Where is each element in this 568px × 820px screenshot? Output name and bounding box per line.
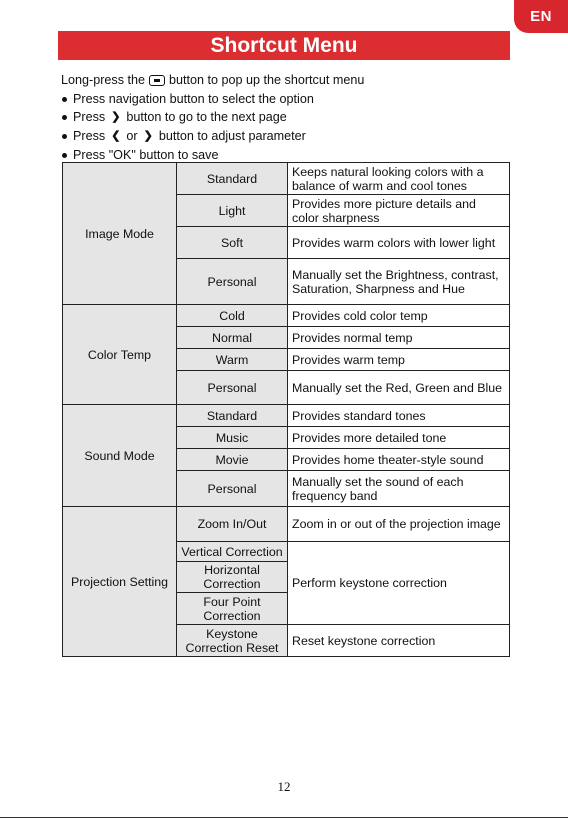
- instruction-text: button to go to the next page: [126, 110, 287, 125]
- category-image-mode: Image Mode: [63, 163, 177, 305]
- language-tab: EN: [514, 0, 568, 33]
- category-color-temp: Color Temp: [63, 305, 177, 405]
- option-cell: Personal: [177, 471, 288, 507]
- instruction-line: [61, 90, 364, 109]
- instruction-text: Press "OK" button to save: [73, 147, 219, 162]
- option-cell: Zoom In/Out: [177, 507, 288, 542]
- bullet-icon: [62, 97, 67, 102]
- menu-button-icon: [149, 75, 165, 86]
- bullet-icon: [62, 115, 67, 120]
- description-cell: Provides more detailed tone: [288, 427, 510, 449]
- table-row: [63, 305, 510, 327]
- instruction-text: button to adjust parameter: [158, 129, 306, 144]
- option-cell: Vertical Correction: [177, 542, 288, 562]
- table-row: [63, 507, 510, 542]
- option-cell: Standard: [177, 405, 288, 427]
- description-cell: Perform keystone correction: [288, 542, 510, 625]
- option-cell: Music: [177, 427, 288, 449]
- page-title: Shortcut Menu: [58, 31, 510, 60]
- category-projection-setting: Projection Setting: [63, 507, 177, 657]
- description-cell: Provides warm temp: [288, 349, 510, 371]
- option-cell: Soft: [177, 227, 288, 259]
- instructions: [61, 71, 364, 165]
- instruction-text: or: [126, 129, 138, 144]
- option-cell: Light: [177, 195, 288, 227]
- option-cell: Warm: [177, 349, 288, 371]
- description-cell: Provides normal temp: [288, 327, 510, 349]
- description-cell: Manually set the sound of each frequency band: [288, 471, 510, 507]
- bullet-icon: [62, 134, 67, 139]
- chevron-right-icon: ❯: [143, 130, 153, 143]
- description-cell: Provides home theater-style sound: [288, 449, 510, 471]
- description-cell: Keeps natural looking colors with a balance of warm and cool tones: [288, 163, 510, 195]
- table-row: [63, 163, 510, 195]
- table-row: [63, 405, 510, 427]
- shortcut-menu-table: [62, 162, 510, 657]
- description-cell: Provides cold color temp: [288, 305, 510, 327]
- chevron-right-icon: ❯: [111, 111, 121, 124]
- description-cell: Provides standard tones: [288, 405, 510, 427]
- option-cell: Personal: [177, 259, 288, 305]
- description-cell: Manually set the Red, Green and Blue: [288, 371, 510, 405]
- option-cell: Personal: [177, 371, 288, 405]
- description-cell: Provides warm colors with lower light: [288, 227, 510, 259]
- description-cell: Provides more picture details and color sharpness: [288, 195, 510, 227]
- description-cell: Manually set the Brightness, contrast, Saturation, Sharpness and Hue: [288, 259, 510, 305]
- option-cell: Keystone Correction Reset: [177, 625, 288, 657]
- instruction-text: button to pop up the shortcut menu: [169, 73, 365, 87]
- option-cell: Normal: [177, 327, 288, 349]
- instruction-line: [61, 71, 364, 90]
- page-number: 12: [277, 779, 291, 794]
- option-cell: Four Point Correction: [177, 593, 288, 625]
- description-cell: Zoom in or out of the projection image: [288, 507, 510, 542]
- instruction-text: Press: [73, 110, 106, 125]
- option-cell: Cold: [177, 305, 288, 327]
- bullet-icon: [62, 153, 67, 158]
- option-cell: Movie: [177, 449, 288, 471]
- instruction-line: [61, 108, 364, 127]
- chevron-left-icon: ❮: [111, 130, 121, 143]
- instruction-text: Press: [73, 129, 106, 144]
- option-cell: Horizontal Correction: [177, 562, 288, 593]
- footer-divider: [0, 817, 568, 818]
- category-sound-mode: Sound Mode: [63, 405, 177, 507]
- option-cell: Standard: [177, 163, 288, 195]
- instruction-line: [61, 127, 364, 146]
- instruction-text: Press navigation button to select the option: [73, 91, 314, 106]
- instruction-text: Long-press the: [61, 73, 146, 87]
- description-cell: Reset keystone correction: [288, 625, 510, 657]
